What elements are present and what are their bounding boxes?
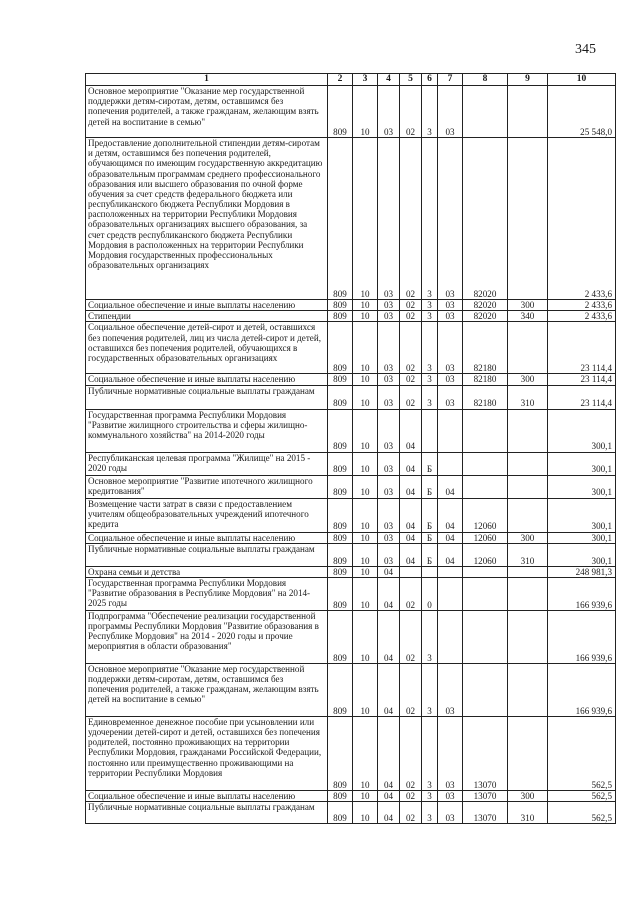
program-cell: 02 (400, 802, 422, 824)
row-name-cell: Стипендии (86, 311, 328, 322)
subprogram-cell: 3 (422, 86, 438, 138)
program-cell: 02 (400, 716, 422, 790)
amount-cell: 25 548,0 (548, 86, 616, 138)
row-name-cell: Государственная программа Республики Мордовия "Развитие жилищного строительства и сферы жилищно-коммунального хозяйства" на 2014-2020 годы (86, 409, 328, 452)
direction-cell (463, 610, 508, 663)
subsection-cell: 03 (378, 452, 400, 475)
ministry-code-cell: 809 (328, 498, 353, 532)
program-cell: 04 (400, 532, 422, 543)
section-cell: 10 (353, 566, 378, 577)
direction-cell (463, 663, 508, 716)
activity-cell: 04 (438, 475, 463, 498)
subsection-cell: 04 (378, 577, 400, 610)
program-cell (400, 566, 422, 577)
direction-cell: 13070 (463, 802, 508, 824)
subsection-cell: 03 (378, 532, 400, 543)
column-header: 3 (353, 74, 378, 86)
table-row (86, 385, 616, 409)
amount-cell: 166 939,6 (548, 577, 616, 610)
activity-cell: 03 (438, 138, 463, 300)
subsection-cell: 04 (378, 566, 400, 577)
direction-cell (463, 577, 508, 610)
amount-cell: 23 114,4 (548, 374, 616, 385)
direction-cell: 82180 (463, 374, 508, 385)
ministry-code-cell: 809 (328, 532, 353, 543)
subprogram-cell: 3 (422, 802, 438, 824)
direction-cell: 82020 (463, 138, 508, 300)
direction-cell (463, 566, 508, 577)
expense-type-cell (508, 409, 548, 452)
table-row (86, 790, 616, 801)
subprogram-cell: 3 (422, 138, 438, 300)
subprogram-cell: 3 (422, 610, 438, 663)
program-cell: 02 (400, 374, 422, 385)
ministry-code-cell: 809 (328, 138, 353, 300)
subprogram-cell: 3 (422, 663, 438, 716)
ministry-code-cell: 809 (328, 790, 353, 801)
amount-cell: 248 981,3 (548, 566, 616, 577)
row-name-cell: Основное мероприятие "Оказание мер государственной поддержки детям-сиротам, детям, оставшимся без попечения родителей, а также гражданам, желающим взять детей на воспитание в семью" (86, 86, 328, 138)
ministry-code-cell: 809 (328, 663, 353, 716)
direction-cell (463, 86, 508, 138)
amount-cell: 2 433,6 (548, 138, 616, 300)
section-cell: 10 (353, 452, 378, 475)
ministry-code-cell: 809 (328, 374, 353, 385)
program-cell: 02 (400, 385, 422, 409)
table-row (86, 716, 616, 790)
direction-cell: 12060 (463, 543, 508, 566)
direction-cell: 82180 (463, 322, 508, 374)
page-number: 345 (575, 42, 596, 57)
program-cell: 04 (400, 475, 422, 498)
section-cell: 10 (353, 802, 378, 824)
activity-cell: 03 (438, 663, 463, 716)
table-row (86, 532, 616, 543)
ministry-code-cell: 809 (328, 543, 353, 566)
amount-cell: 2 433,6 (548, 311, 616, 322)
expense-type-cell (508, 86, 548, 138)
section-cell: 10 (353, 610, 378, 663)
expense-type-cell: 310 (508, 543, 548, 566)
direction-cell (463, 452, 508, 475)
expense-type-cell: 310 (508, 385, 548, 409)
activity-cell: 03 (438, 86, 463, 138)
program-cell: 02 (400, 86, 422, 138)
subprogram-cell: Б (422, 498, 438, 532)
amount-cell: 23 114,4 (548, 322, 616, 374)
ministry-code-cell: 809 (328, 322, 353, 374)
program-cell: 02 (400, 663, 422, 716)
section-cell: 10 (353, 300, 378, 311)
section-cell: 10 (353, 543, 378, 566)
table-row (86, 802, 616, 824)
subsection-cell: 03 (378, 86, 400, 138)
row-name-cell: Социальное обеспечение детей-сирот и детей, оставшихся без попечения родителей, лиц из числа детей-сирот и детей, оставшихся без попечения родителей, обучающихся в государственных образовательных организациях (86, 322, 328, 374)
subprogram-cell: 3 (422, 790, 438, 801)
table-row (86, 452, 616, 475)
row-name-cell: Социальное обеспечение и иные выплаты населению (86, 374, 328, 385)
ministry-code-cell: 809 (328, 311, 353, 322)
row-name-cell: Социальное обеспечение и иные выплаты населению (86, 790, 328, 801)
row-name-cell: Возмещение части затрат в связи с предоставлением учителям общеобразовательных учреждений ипотечного кредита (86, 498, 328, 532)
subprogram-cell: 3 (422, 385, 438, 409)
subsection-cell: 03 (378, 409, 400, 452)
row-name-cell: Республиканская целевая программа "Жилище" на 2015 - 2020 годы (86, 452, 328, 475)
direction-cell: 13070 (463, 790, 508, 801)
section-cell: 10 (353, 475, 378, 498)
program-cell: 02 (400, 610, 422, 663)
direction-cell: 13070 (463, 716, 508, 790)
subprogram-cell (422, 409, 438, 452)
program-cell: 02 (400, 577, 422, 610)
table-row (86, 138, 616, 300)
subsection-cell: 03 (378, 300, 400, 311)
section-cell: 10 (353, 322, 378, 374)
amount-cell: 300,1 (548, 475, 616, 498)
table-row (86, 566, 616, 577)
column-header: 6 (422, 74, 438, 86)
subsection-cell: 03 (378, 311, 400, 322)
subprogram-cell: 3 (422, 300, 438, 311)
expense-type-cell (508, 322, 548, 374)
amount-cell: 562,5 (548, 790, 616, 801)
expense-type-cell (508, 475, 548, 498)
subprogram-cell: 3 (422, 322, 438, 374)
section-cell: 10 (353, 138, 378, 300)
column-header: 4 (378, 74, 400, 86)
budget-table (85, 73, 616, 824)
section-cell: 10 (353, 532, 378, 543)
expense-type-cell (508, 138, 548, 300)
row-name-cell: Подпрограмма "Обеспечение реализации государственной программы Республики Мордовия "Развитие образования в Республике Мордовия" на 2014 - 2020 годы и прочие мероприятия в области образования" (86, 610, 328, 663)
ministry-code-cell: 809 (328, 385, 353, 409)
row-name-cell: Публичные нормативные социальные выплаты гражданам (86, 385, 328, 409)
expense-type-cell (508, 716, 548, 790)
expense-type-cell: 340 (508, 311, 548, 322)
subsection-cell: 04 (378, 610, 400, 663)
expense-type-cell (508, 663, 548, 716)
subsection-cell: 04 (378, 663, 400, 716)
subprogram-cell (422, 566, 438, 577)
column-header: 9 (508, 74, 548, 86)
section-cell: 10 (353, 374, 378, 385)
ministry-code-cell: 809 (328, 452, 353, 475)
activity-cell (438, 577, 463, 610)
row-name-cell: Социальное обеспечение и иные выплаты населению (86, 532, 328, 543)
subprogram-cell: Б (422, 532, 438, 543)
row-name-cell: Публичные нормативные социальные выплаты гражданам (86, 802, 328, 824)
column-header: 5 (400, 74, 422, 86)
subprogram-cell: Б (422, 475, 438, 498)
row-name-cell: Охрана семьи и детства (86, 566, 328, 577)
row-name-cell: Основное мероприятие "Оказание мер государственной поддержки детям-сиротам, детям, оставшимся без попечения родителей, а также гражданам, желающим взять детей на воспитание в семью" (86, 663, 328, 716)
ministry-code-cell: 809 (328, 86, 353, 138)
ministry-code-cell: 809 (328, 300, 353, 311)
amount-cell: 300,1 (548, 532, 616, 543)
amount-cell: 166 939,6 (548, 663, 616, 716)
table-row (86, 543, 616, 566)
table-header-row (86, 74, 616, 86)
table-row (86, 663, 616, 716)
section-cell: 10 (353, 86, 378, 138)
direction-cell: 82020 (463, 300, 508, 311)
section-cell: 10 (353, 311, 378, 322)
program-cell: 04 (400, 498, 422, 532)
table-row (86, 577, 616, 610)
section-cell: 10 (353, 716, 378, 790)
expense-type-cell: 300 (508, 300, 548, 311)
direction-cell: 82180 (463, 385, 508, 409)
direction-cell (463, 475, 508, 498)
program-cell: 02 (400, 322, 422, 374)
direction-cell: 12060 (463, 532, 508, 543)
table-row (86, 311, 616, 322)
program-cell: 02 (400, 790, 422, 801)
activity-cell (438, 566, 463, 577)
amount-cell: 23 114,4 (548, 385, 616, 409)
direction-cell: 82020 (463, 311, 508, 322)
direction-cell (463, 409, 508, 452)
amount-cell: 300,1 (548, 409, 616, 452)
row-name-cell: Предоставление дополнительной стипендии детям-сиротам и детям, оставшимся без попечения родителей, обучающимся по имеющим государственную аккредитацию образовательным программам среднего профессионального образования или высшего образования по очной форме обучения за счет средств федерального бюджета или республиканского бюджета Республики Мордовия в расположенных на территории Республики Мордовия образовательных организациях высшего образования, за счет средств республиканского бюджета Республики Мордовия в расположенных на территории Республики Мордовия государственных профессиональных образовательных организациях (86, 138, 328, 300)
ministry-code-cell: 809 (328, 409, 353, 452)
program-cell: 04 (400, 452, 422, 475)
activity-cell: 03 (438, 802, 463, 824)
row-name-cell: Единовременное денежное пособие при усыновлении или удочерении детей-сирот и детей, оставшихся без попечения родителей, постоянно проживающих на территории Республики Мордовия, гражданами Российской Федерации, постоянно или преимущественно проживающими на территории Республики Мордовия (86, 716, 328, 790)
subsection-cell: 04 (378, 716, 400, 790)
table-row (86, 300, 616, 311)
ministry-code-cell: 809 (328, 566, 353, 577)
activity-cell (438, 452, 463, 475)
program-cell: 04 (400, 409, 422, 452)
direction-cell: 12060 (463, 498, 508, 532)
expense-type-cell: 300 (508, 374, 548, 385)
amount-cell: 562,5 (548, 716, 616, 790)
expense-type-cell: 300 (508, 790, 548, 801)
activity-cell: 04 (438, 543, 463, 566)
row-name-cell: Публичные нормативные социальные выплаты гражданам (86, 543, 328, 566)
column-header: 2 (328, 74, 353, 86)
subprogram-cell: 0 (422, 577, 438, 610)
amount-cell: 166 939,6 (548, 610, 616, 663)
expense-type-cell: 310 (508, 802, 548, 824)
subsection-cell: 03 (378, 374, 400, 385)
subsection-cell: 03 (378, 138, 400, 300)
table-row (86, 374, 616, 385)
program-cell: 04 (400, 543, 422, 566)
column-header: 10 (548, 74, 616, 86)
row-name-cell: Государственная программа Республики Мордовия "Развитие образования в Республике Мордовия" на 2014-2025 годы (86, 577, 328, 610)
activity-cell: 03 (438, 716, 463, 790)
activity-cell (438, 610, 463, 663)
section-cell: 10 (353, 577, 378, 610)
subprogram-cell: Б (422, 543, 438, 566)
subsection-cell: 03 (378, 475, 400, 498)
section-cell: 10 (353, 498, 378, 532)
activity-cell (438, 409, 463, 452)
section-cell: 10 (353, 790, 378, 801)
column-header: 7 (438, 74, 463, 86)
amount-cell: 2 433,6 (548, 300, 616, 311)
activity-cell: 03 (438, 790, 463, 801)
ministry-code-cell: 809 (328, 802, 353, 824)
activity-cell: 04 (438, 532, 463, 543)
section-cell: 10 (353, 385, 378, 409)
ministry-code-cell: 809 (328, 610, 353, 663)
amount-cell: 562,5 (548, 802, 616, 824)
subprogram-cell: 3 (422, 374, 438, 385)
activity-cell: 03 (438, 385, 463, 409)
activity-cell: 03 (438, 300, 463, 311)
subsection-cell: 03 (378, 498, 400, 532)
activity-cell: 03 (438, 311, 463, 322)
activity-cell: 03 (438, 322, 463, 374)
row-name-cell: Социальное обеспечение и иные выплаты населению (86, 300, 328, 311)
ministry-code-cell: 809 (328, 577, 353, 610)
program-cell: 02 (400, 300, 422, 311)
table-row (86, 86, 616, 138)
column-header: 8 (463, 74, 508, 86)
subprogram-cell: 3 (422, 716, 438, 790)
activity-cell: 04 (438, 498, 463, 532)
subprogram-cell: 3 (422, 311, 438, 322)
table-row (86, 322, 616, 374)
program-cell: 02 (400, 138, 422, 300)
section-cell: 10 (353, 663, 378, 716)
table-row (86, 610, 616, 663)
activity-cell: 03 (438, 374, 463, 385)
subsection-cell: 03 (378, 322, 400, 374)
section-cell: 10 (353, 409, 378, 452)
expense-type-cell (508, 452, 548, 475)
subsection-cell: 03 (378, 543, 400, 566)
subprogram-cell: Б (422, 452, 438, 475)
ministry-code-cell: 809 (328, 716, 353, 790)
table-row (86, 498, 616, 532)
expense-type-cell (508, 577, 548, 610)
table-body (86, 86, 616, 824)
table-row (86, 409, 616, 452)
expense-type-cell (508, 498, 548, 532)
amount-cell: 300,1 (548, 452, 616, 475)
amount-cell: 300,1 (548, 543, 616, 566)
row-name-cell: Основное мероприятие "Развитие ипотечного жилищного кредитования" (86, 475, 328, 498)
column-header: 1 (86, 74, 328, 86)
program-cell: 02 (400, 311, 422, 322)
table-row (86, 475, 616, 498)
expense-type-cell (508, 610, 548, 663)
ministry-code-cell: 809 (328, 475, 353, 498)
expense-type-cell (508, 566, 548, 577)
amount-cell: 300,1 (548, 498, 616, 532)
subsection-cell: 04 (378, 802, 400, 824)
expense-type-cell: 300 (508, 532, 548, 543)
subsection-cell: 04 (378, 790, 400, 801)
subsection-cell: 03 (378, 385, 400, 409)
